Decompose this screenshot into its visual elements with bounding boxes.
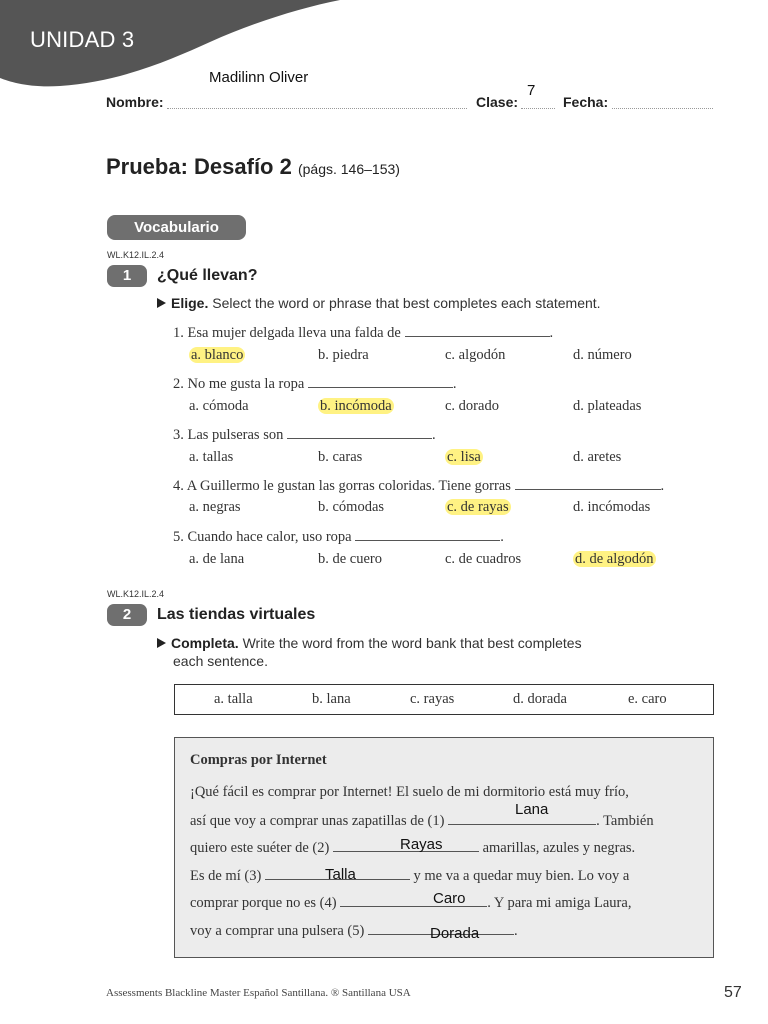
q4-option-b[interactable]: b. cómodas	[318, 499, 385, 515]
ex1-instructions	[157, 294, 601, 312]
ex2-instr-bold: Completa.	[171, 635, 239, 651]
q3-option-a[interactable]: a. tallas	[189, 449, 234, 465]
q2-option-c[interactable]: c. dorado	[445, 398, 499, 414]
answer-4: Caro	[433, 890, 466, 907]
clase-line[interactable]	[521, 108, 555, 109]
answer-2: Rayas	[400, 836, 443, 853]
story-line-3: quiero este suéter de (2) amarillas, azules y negras.	[190, 840, 636, 856]
fecha-label: Fecha:	[563, 94, 609, 110]
q1-option-c[interactable]: c. algodón	[445, 347, 506, 363]
ex2-instr-line1: Write the word from the word bank that best completes	[242, 635, 582, 651]
q1-option-a[interactable]: a. blanco	[191, 347, 244, 363]
answer-5: Dorada	[430, 925, 480, 942]
story-line-1: ¡Qué fácil es comprar por Internet! El suelo de mi dormitorio está muy frío,	[190, 784, 629, 800]
answer-3: Talla	[325, 866, 356, 883]
word-bank-item: e. caro	[628, 691, 667, 707]
q3-option-b[interactable]: b. caras	[318, 449, 363, 465]
q4-option-d[interactable]: d. incómodas	[573, 499, 651, 515]
clase-label: Clase:	[476, 94, 519, 110]
question-3: 3. Las pulseras son .	[173, 427, 436, 443]
word-bank-item: c. rayas	[410, 691, 455, 707]
ex2-number-badge: 2	[107, 604, 147, 626]
class-value: 7	[527, 82, 536, 99]
q5-option-c[interactable]: c. de cuadros	[445, 551, 522, 567]
ex1-title: ¿Qué llevan?	[157, 267, 258, 284]
q1-option-d[interactable]: d. número	[573, 347, 632, 363]
play-arrow-icon	[157, 298, 166, 308]
student-name: Madilinn Oliver	[209, 69, 309, 86]
section-label: Vocabulario	[107, 215, 246, 240]
q5-option-b[interactable]: b. de cuero	[318, 551, 383, 567]
q2-option-d[interactable]: d. plateadas	[573, 398, 642, 414]
q2-option-b[interactable]: b. incómoda	[320, 398, 392, 414]
ex2-instructions	[157, 634, 582, 652]
ex1-number-badge: 1	[107, 265, 147, 287]
q1-option-b[interactable]: b. piedra	[318, 347, 369, 363]
story-line-4: Es de mí (3) y me va a quedar muy bien. Lo voy a	[190, 868, 630, 884]
nombre-label: Nombre:	[106, 94, 164, 110]
ex1-standard: WL.K12.IL.2.4	[107, 250, 165, 260]
answer-blank[interactable]	[405, 324, 550, 337]
q3-option-c[interactable]: c. lisa	[447, 449, 481, 465]
word-bank-item: b. lana	[312, 691, 351, 707]
q2-option-a[interactable]: a. cómoda	[189, 398, 249, 414]
word-bank	[174, 684, 714, 715]
answer-blank[interactable]	[355, 528, 500, 541]
ex2-instr-line2: each sentence.	[173, 653, 268, 669]
play-arrow-icon	[157, 638, 166, 648]
title-main: Prueba: Desafío 2	[106, 154, 292, 179]
story-box	[174, 737, 714, 958]
ex2-standard: WL.K12.IL.2.4	[107, 589, 165, 599]
answer-blank[interactable]	[287, 426, 432, 439]
title-pages: (págs. 146–153)	[297, 161, 400, 177]
question-2: 2. No me gusta la ropa .	[173, 376, 457, 392]
q4-option-c[interactable]: c. de rayas	[447, 499, 509, 515]
fecha-line[interactable]	[612, 108, 713, 109]
story-title: Compras por Internet	[190, 752, 327, 768]
answer-1: Lana	[515, 801, 549, 818]
q3-option-d[interactable]: d. aretes	[573, 449, 622, 465]
page-number: 57	[724, 984, 742, 1001]
q5-option-d[interactable]: d. de algodón	[575, 551, 654, 567]
ex1-instr-text: Select the word or phrase that best completes each statement.	[212, 295, 601, 311]
q5-option-a[interactable]: a. de lana	[189, 551, 245, 567]
question-5: 5. Cuando hace calor, uso ropa .	[173, 529, 504, 545]
story-line-2: así que voy a comprar unas zapatillas de (1) . También	[190, 813, 654, 829]
story-line-6: voy a comprar una pulsera (5) .	[190, 923, 518, 939]
question-4: 4. A Guillermo le gustan las gorras coloridas. Tiene gorras .	[173, 478, 665, 494]
story-line-5: comprar porque no es (4) . Y para mi amiga Laura,	[190, 895, 632, 911]
answer-blank[interactable]	[308, 375, 453, 388]
page-title	[106, 154, 400, 180]
nombre-line[interactable]	[167, 108, 467, 109]
word-bank-item: d. dorada	[513, 691, 567, 707]
question-1: 1. Esa mujer delgada lleva una falda de .	[173, 325, 554, 341]
footer-text: Assessments Blackline Master Español Santillana. ® Santillana USA	[106, 987, 411, 999]
unit-title: UNIDAD 3	[30, 27, 135, 52]
q4-option-a[interactable]: a. negras	[189, 499, 241, 515]
ex2-title: Las tiendas virtuales	[157, 606, 316, 623]
word-bank-item: a. talla	[214, 691, 253, 707]
ex1-instr-bold: Elige.	[171, 295, 209, 311]
answer-blank[interactable]	[515, 477, 661, 490]
